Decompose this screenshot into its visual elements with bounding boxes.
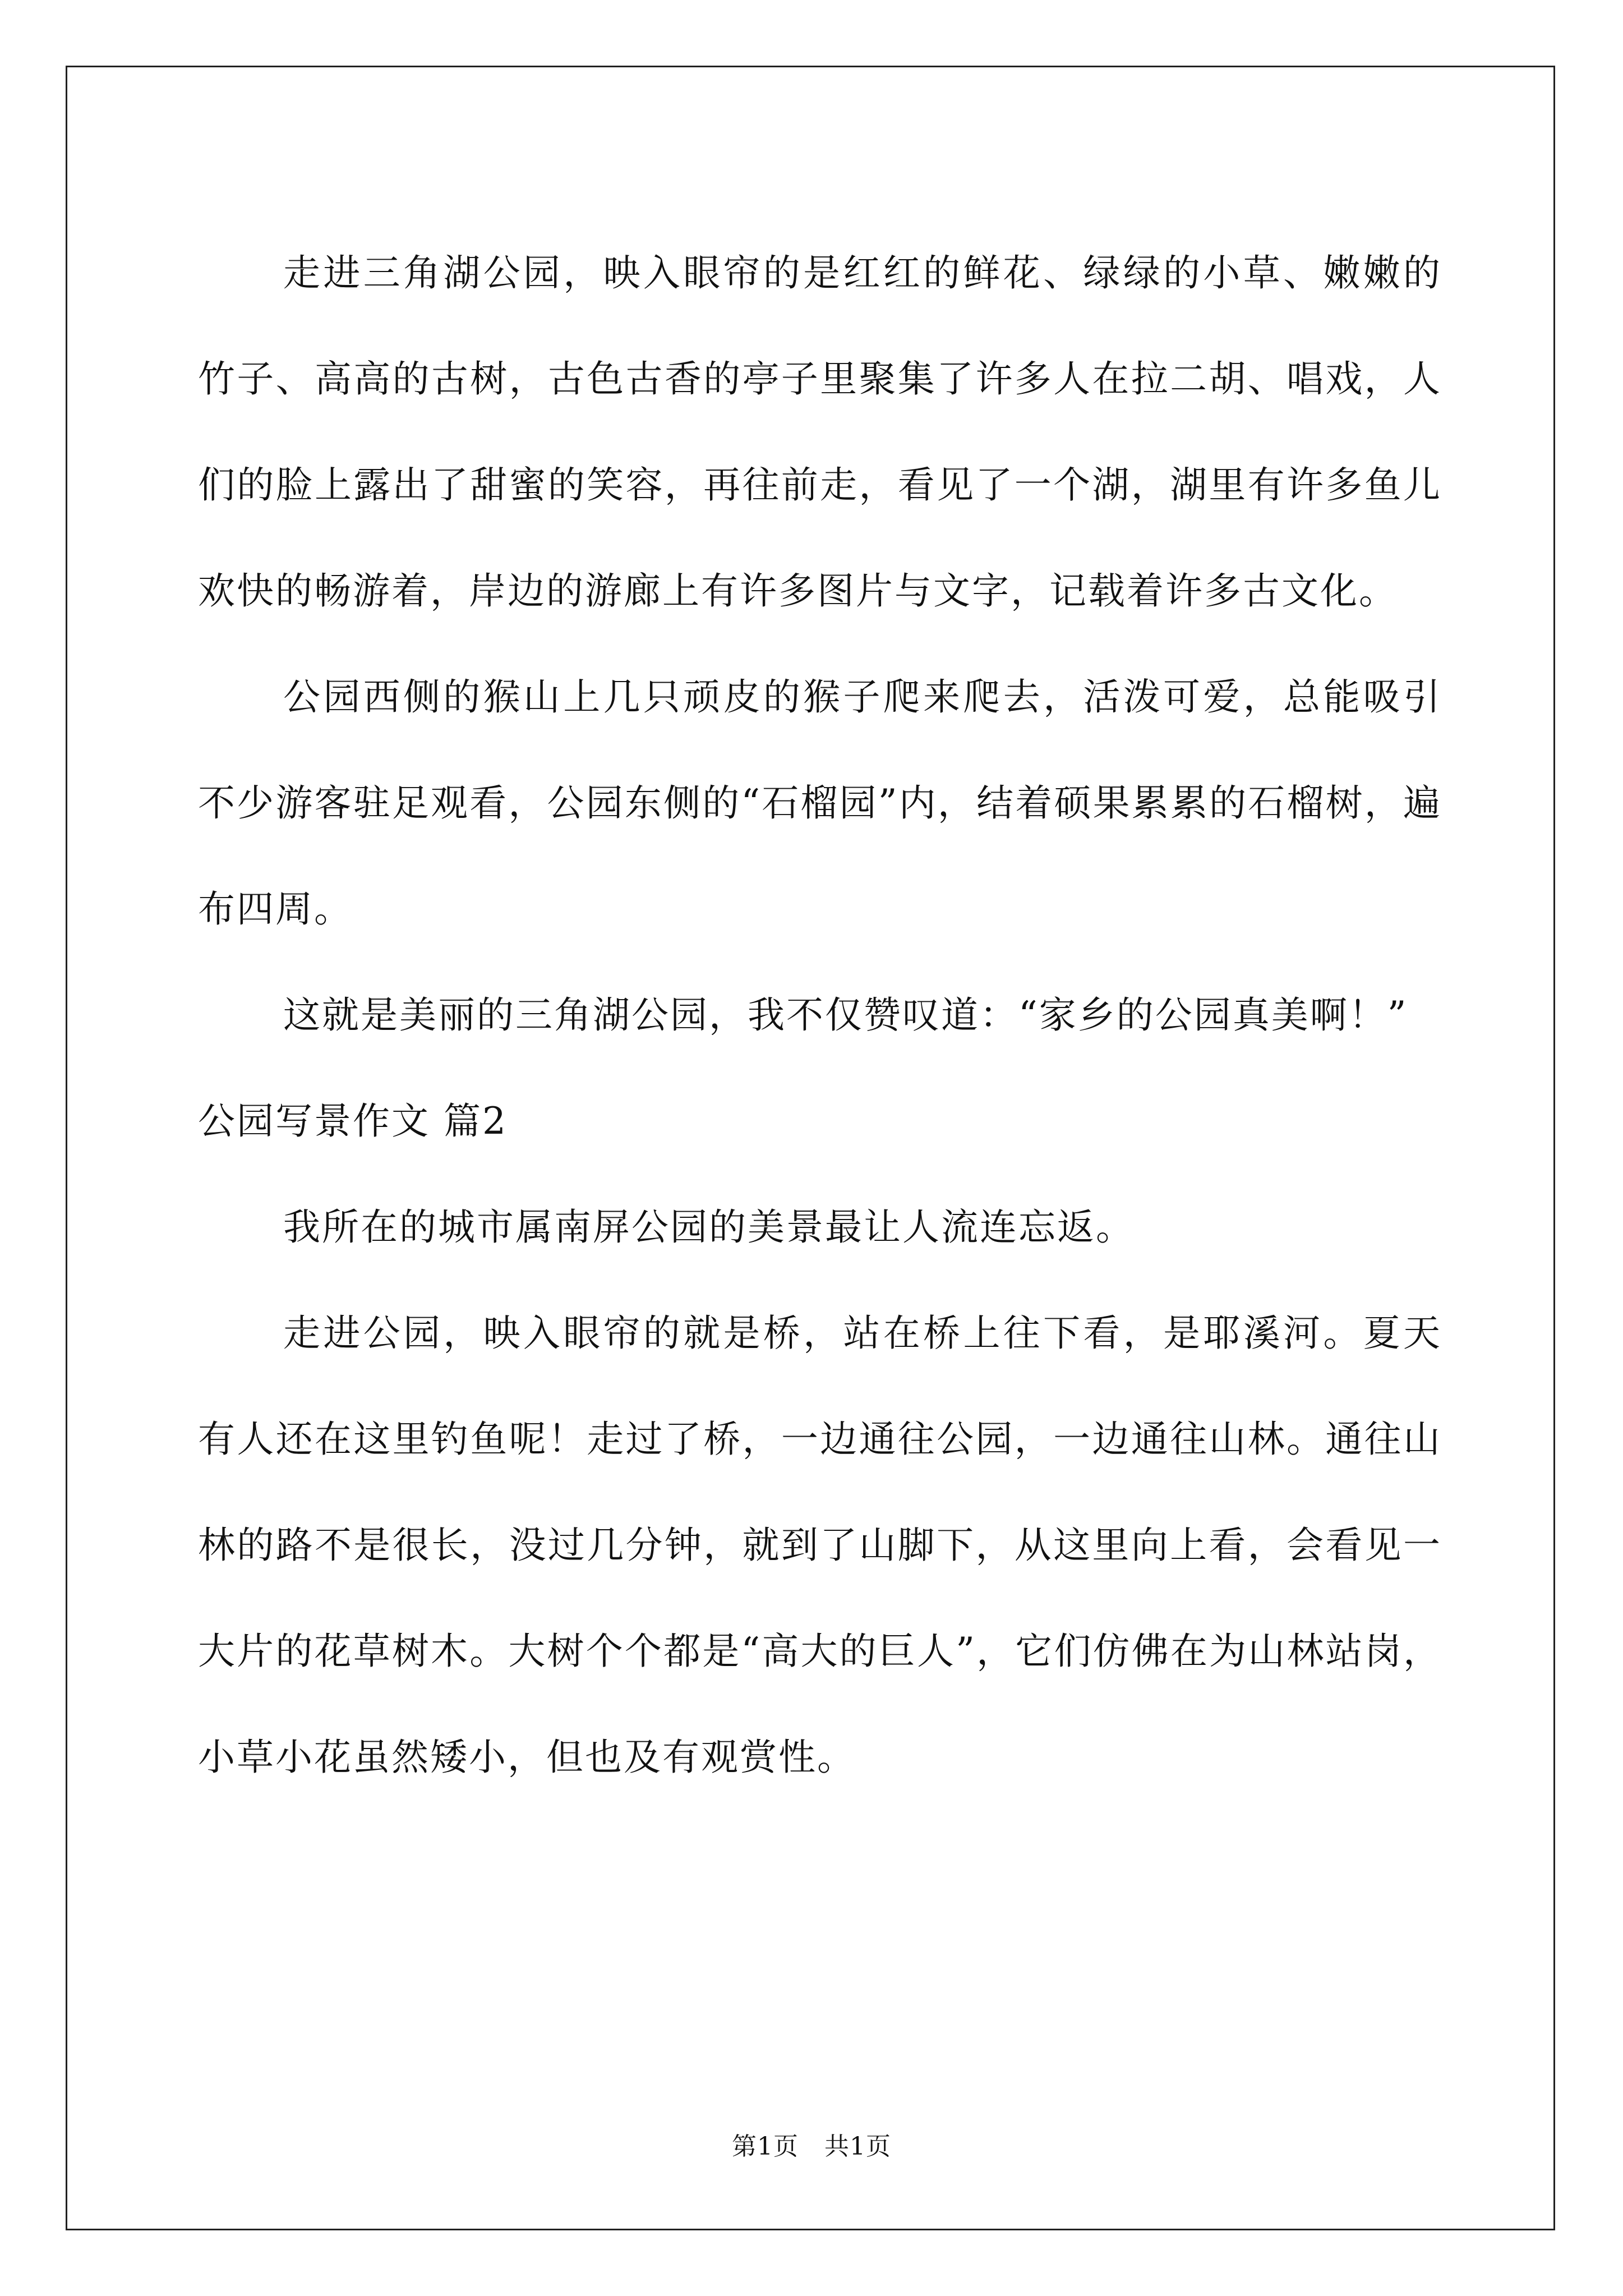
page-total: 共1页 — [824, 2132, 891, 2161]
document-body — [198, 220, 1442, 1810]
section-heading: 公园写景作文 篇2 — [198, 1099, 508, 1143]
paragraph-bridge-forest: 走进公园，映入眼帘的就是桥，站在桥上往下看，是耶溪河。夏天有人还在这里钓鱼呢！走过了桥，一边通往公园，一边通往山林。通往山林的路不是很长，没过几分钟，就到了山脚下，从这里向上看，会看见一大片的花草树木。大树个个都是“高大的巨人”，它们仿佛在为山林站岗，小草小花虽然矮小，但也及有观赏性。 — [198, 1312, 1442, 1779]
page-footer — [0, 2126, 1623, 2162]
paragraph-praise: 这就是美丽的三角湖公园，我不仅赞叹道：“家乡的公园真美啊！” — [283, 993, 1408, 1037]
paragraph-monkey-hill: 公园西侧的猴山上几只顽皮的猴子爬来爬去，活泼可爱，总能吸引不少游客驻足观看，公园东侧的“石榴园”内，结着硕果累累的石榴树，遍布四周。 — [198, 675, 1442, 931]
paragraph-nanping-intro: 我所在的城市属南屏公园的美景最让人流连忘返。 — [283, 1205, 1135, 1249]
paragraph-park-entrance: 走进三角湖公园，映入眼帘的是红红的鲜花、绿绿的小草、嫩嫩的竹子、高高的古树，古色古香的亭子里聚集了许多人在拉二胡、唱戏，人们的脸上露出了甜蜜的笑容，再往前走，看见了一个湖，湖里有许多鱼儿欢快的畅游着，岸边的游廊上有许多图片与文字，记载着许多古文化。 — [198, 251, 1442, 613]
page-number: 第1页 — [732, 2132, 799, 2161]
